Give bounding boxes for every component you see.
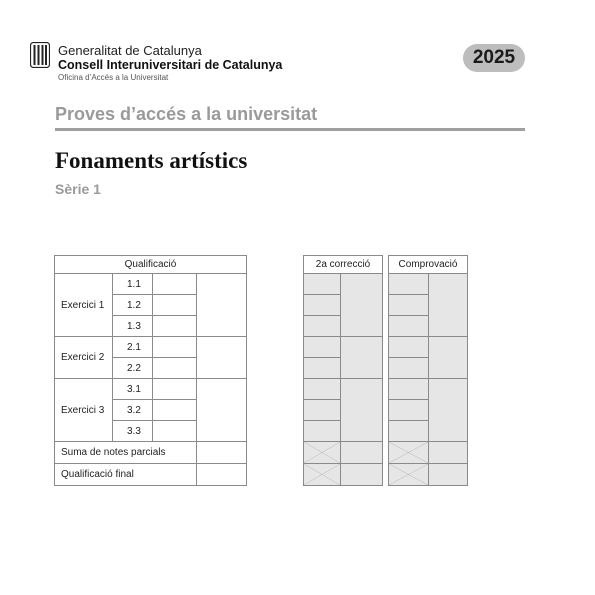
- verification-part-box[interactable]: [388, 294, 429, 316]
- part-score-box[interactable]: [152, 336, 197, 358]
- second-correction-exercise-box[interactable]: [340, 336, 383, 379]
- exercise-score-box[interactable]: [196, 378, 247, 442]
- part-number: 3.3: [112, 420, 153, 442]
- part-score-box[interactable]: [152, 420, 197, 442]
- crossed-out-box: [388, 441, 429, 464]
- part-number: 1.3: [112, 315, 153, 337]
- verification-exercise-box[interactable]: [428, 336, 468, 379]
- verification-total-box[interactable]: [428, 441, 468, 464]
- verification-part-box[interactable]: [388, 273, 429, 295]
- sum-score-box[interactable]: [196, 441, 247, 464]
- crossed-out-box: [303, 463, 341, 486]
- part-number: 1.1: [112, 273, 153, 295]
- verification-part-box[interactable]: [388, 315, 429, 337]
- second-correction-total-box[interactable]: [340, 441, 383, 464]
- second-correction-part-box[interactable]: [303, 294, 341, 316]
- verification-part-box[interactable]: [388, 420, 429, 442]
- crossed-out-box: [388, 463, 429, 486]
- final-label: Qualificació final: [54, 463, 197, 486]
- part-score-box[interactable]: [152, 315, 197, 337]
- council-name: Consell Interuniversitari de Catalunya: [58, 58, 283, 72]
- second-correction-part-box[interactable]: [303, 420, 341, 442]
- verification-part-box[interactable]: [388, 336, 429, 358]
- second-correction-exercise-box[interactable]: [340, 273, 383, 337]
- part-score-box[interactable]: [152, 294, 197, 316]
- catalonia-stripes-icon: [30, 42, 50, 68]
- part-score-box[interactable]: [152, 378, 197, 400]
- verification-total-box[interactable]: [428, 463, 468, 486]
- sum-label: Suma de notes parcials: [54, 441, 197, 464]
- year-badge: 2025: [463, 44, 525, 72]
- second-correction-total-box[interactable]: [340, 463, 383, 486]
- second-correction-part-box[interactable]: [303, 315, 341, 337]
- exercise-label: Exercici 2: [54, 336, 113, 379]
- exercise-score-box[interactable]: [196, 336, 247, 379]
- part-number: 3.2: [112, 399, 153, 421]
- verification-part-box[interactable]: [388, 399, 429, 421]
- verification-exercise-box[interactable]: [428, 378, 468, 442]
- series-label: Sèrie 1: [55, 181, 101, 197]
- part-number: 3.1: [112, 378, 153, 400]
- grading-header: Qualificació: [54, 255, 247, 274]
- second-correction-part-box[interactable]: [303, 378, 341, 400]
- part-number: 2.1: [112, 336, 153, 358]
- crossed-out-box: [303, 441, 341, 464]
- part-score-box[interactable]: [152, 273, 197, 295]
- verification-part-box[interactable]: [388, 357, 429, 379]
- verification-exercise-box[interactable]: [428, 273, 468, 337]
- part-number: 2.2: [112, 357, 153, 379]
- page-title: Fonaments artístics: [55, 148, 248, 173]
- exam-subtitle: Proves d’accés a la universitat: [55, 104, 318, 124]
- part-number: 1.2: [112, 294, 153, 316]
- divider: [55, 128, 525, 131]
- exercise-label: Exercici 3: [54, 378, 113, 442]
- second-correction-header: 2a correcció: [303, 255, 383, 274]
- second-correction-part-box[interactable]: [303, 357, 341, 379]
- office-name: Oficina d’Accés a la Universitat: [58, 73, 169, 82]
- part-score-box[interactable]: [152, 399, 197, 421]
- exercise-score-box[interactable]: [196, 273, 247, 337]
- final-score-box[interactable]: [196, 463, 247, 486]
- part-score-box[interactable]: [152, 357, 197, 379]
- verification-part-box[interactable]: [388, 378, 429, 400]
- second-correction-exercise-box[interactable]: [340, 378, 383, 442]
- verification-header: Comprovació: [388, 255, 468, 274]
- exercise-label: Exercici 1: [54, 273, 113, 337]
- second-correction-part-box[interactable]: [303, 336, 341, 358]
- government-name: Generalitat de Catalunya: [58, 43, 202, 58]
- second-correction-part-box[interactable]: [303, 399, 341, 421]
- second-correction-part-box[interactable]: [303, 273, 341, 295]
